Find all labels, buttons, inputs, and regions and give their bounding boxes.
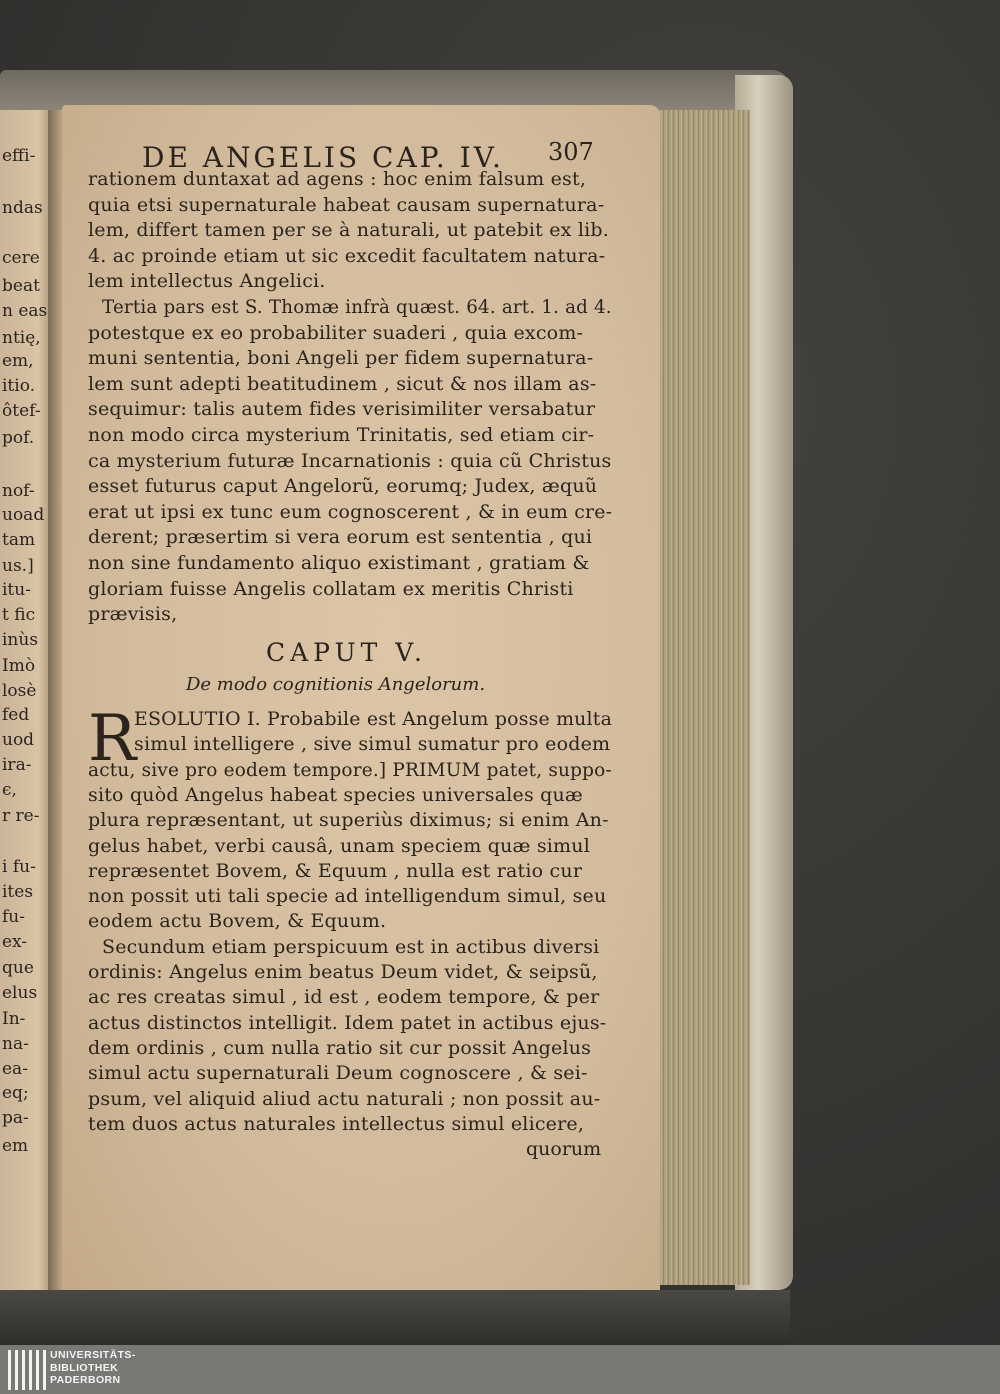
left-page [0, 110, 55, 1290]
library-logo-text [50, 1349, 136, 1387]
margin-fragment: effi- [2, 146, 36, 166]
logo-line-3: PADERBORN [50, 1374, 121, 1386]
text-line: ordinis: Angelus enim beatus Deum videt, & seipsũ, [88, 961, 598, 983]
text-line: lem intellectus Angelici. [88, 270, 326, 293]
text-line: psum, vel aliquid aliud actu naturali ; non possit au- [88, 1087, 601, 1110]
margin-fragment: em [2, 1136, 29, 1156]
book-top-edge [0, 70, 790, 110]
text-line: actus distinctos intelligit. Idem patet in actibus ejus- [88, 1011, 607, 1034]
text-line: ac res creatas simul , id est , eodem tempore, & per [88, 986, 600, 1009]
text-line: prævisis, [88, 603, 178, 626]
margin-fragment: t fic [2, 605, 36, 625]
text-line: simul actu supernaturali Deum cognoscere , & sei- [88, 1062, 588, 1085]
margin-fragment: nof- [2, 481, 35, 501]
text-line: potestque ex eo probabiliter suaderi , quia excom- [88, 321, 584, 344]
library-logo-icon [8, 1350, 46, 1390]
text-line: lem, differt tamen per se à naturali, ut patebit ex lib. [88, 219, 609, 242]
margin-fragment: ira- [2, 755, 32, 775]
text-line: lem sunt adepti beatitudinem , sicut & nos illam as- [88, 372, 597, 395]
margin-fragment: pof. [2, 428, 35, 448]
text-line: gloriam fuisse Angelis collatam ex meritis Christi [88, 577, 574, 600]
text-line: 4. ac proinde etiam ut sic excedit facultatem natura- [88, 244, 606, 267]
drop-capital: R [88, 702, 137, 776]
text-line: eodem actu Bovem, & Equum. [88, 910, 387, 933]
margin-fragment: itu- [2, 580, 31, 600]
margin-fragment: ea- [2, 1059, 28, 1079]
margin-fragment: ndas [2, 198, 43, 218]
text-line: esset futurus caput Angelorũ, eorumq; Judex, æquũ [88, 475, 598, 498]
margin-fragment: fed [2, 705, 30, 725]
margin-fragment: eq; [2, 1083, 29, 1103]
margin-fragment: n eas [2, 301, 48, 321]
page-fore-edge [655, 110, 750, 1285]
chapter-title: CAPUT V. [266, 638, 427, 667]
text-line: non modo circa mysterium Trinitatis, sed etiam cir- [88, 424, 595, 446]
text-line: plura repræsentant, ut superiùs diximus; si enim An- [88, 809, 609, 832]
catchword: quorum [526, 1138, 602, 1160]
margin-fragment: em, [2, 351, 34, 371]
margin-fragment: itio. [2, 376, 36, 396]
margin-fragment: uod [2, 730, 35, 750]
margin-fragment: ôtef- [2, 401, 41, 421]
text-line: erat ut ipsi ex tunc eum cognoscerent , & in eum cre- [88, 500, 613, 523]
margin-fragment: beat [2, 276, 40, 296]
text-line: Tertia pars est S. Thomæ infrà quæst. 64. art. 1. ad 4. [102, 296, 612, 318]
chapter-subtitle: De modo cognitionis Angelorum. [186, 674, 486, 695]
text-line: Secundum etiam perspicuum est in actibus diversi [102, 935, 600, 958]
margin-fragment: us.] [2, 556, 34, 576]
margin-fragment: r re- [2, 806, 40, 826]
text-line: dem ordinis , cum nulla ratio sit cur possit Angelus [88, 1036, 592, 1059]
margin-fragment: i fu- [2, 857, 36, 877]
margin-fragment: tam [2, 530, 36, 550]
margin-fragment: elus [2, 983, 38, 1003]
text-line: non possit uti tali specie ad intelligendum simul, seu [88, 885, 607, 908]
margin-fragment: pa- [2, 1108, 29, 1128]
margin-fragment: uoad [2, 505, 45, 525]
table-surface [0, 1290, 790, 1345]
text-line: simul intelligere , sive simul sumatur pro eodem [134, 733, 611, 756]
text-line: gelus habet, verbi causâ, unam speciem quæ simul [88, 834, 590, 857]
margin-fragment: que [2, 958, 34, 978]
margin-fragment: ites [2, 882, 34, 902]
logo-line-2: BIBLIOTHEK [50, 1361, 119, 1374]
text-line: ca mysterium futuræ Incarnationis : quia cũ Christus [88, 449, 612, 472]
logo-line-1: UNIVERSITÄTS- [50, 1349, 136, 1361]
text-line: repræsentet Bovem, & Equum , nulla est ratio cur [88, 859, 583, 882]
text-line: sito quòd Angelus habeat species universales quæ [88, 783, 583, 806]
text-line: non sine fundamento aliquo existimant , gratiam & [88, 552, 590, 574]
running-header: DE ANGELIS CAP. IV. [142, 141, 504, 174]
margin-fragment: ex- [2, 932, 28, 952]
text-line: sequimur: talis autem fides verisimiliter versabatur [88, 398, 596, 421]
text-line: quia etsi supernaturale habeat causam supernatura- [88, 193, 605, 216]
text-line: actu, sive pro eodem tempore.] PRIMUM patet, suppo- [88, 758, 612, 781]
page-number: 307 [548, 138, 594, 166]
margin-fragment: In- [2, 1009, 26, 1029]
text-line: tem duos actus naturales intellectus simul elicere, [88, 1112, 585, 1135]
margin-fragment: ϵ, [2, 780, 17, 800]
margin-fragment: ntię, [2, 328, 41, 348]
footer-bar [0, 1345, 1000, 1394]
text-line: muni sententia, boni Angeli per fidem supernatura- [88, 347, 594, 370]
margin-fragment: cere [2, 248, 40, 268]
margin-fragment: inùs [2, 630, 39, 650]
margin-fragment: na- [2, 1034, 29, 1054]
text-line: derent; præsertim si vera eorum est sententia , qui [88, 526, 593, 549]
margin-fragment: Imò [2, 656, 36, 676]
margin-fragment: losè [2, 681, 37, 701]
text-line: ESOLUTIO I. Probabile est Angelum posse multa [134, 708, 613, 730]
margin-fragment: fu- [2, 907, 25, 927]
text-line: rationem duntaxat ad agens : hoc enim falsum est, [88, 168, 587, 190]
